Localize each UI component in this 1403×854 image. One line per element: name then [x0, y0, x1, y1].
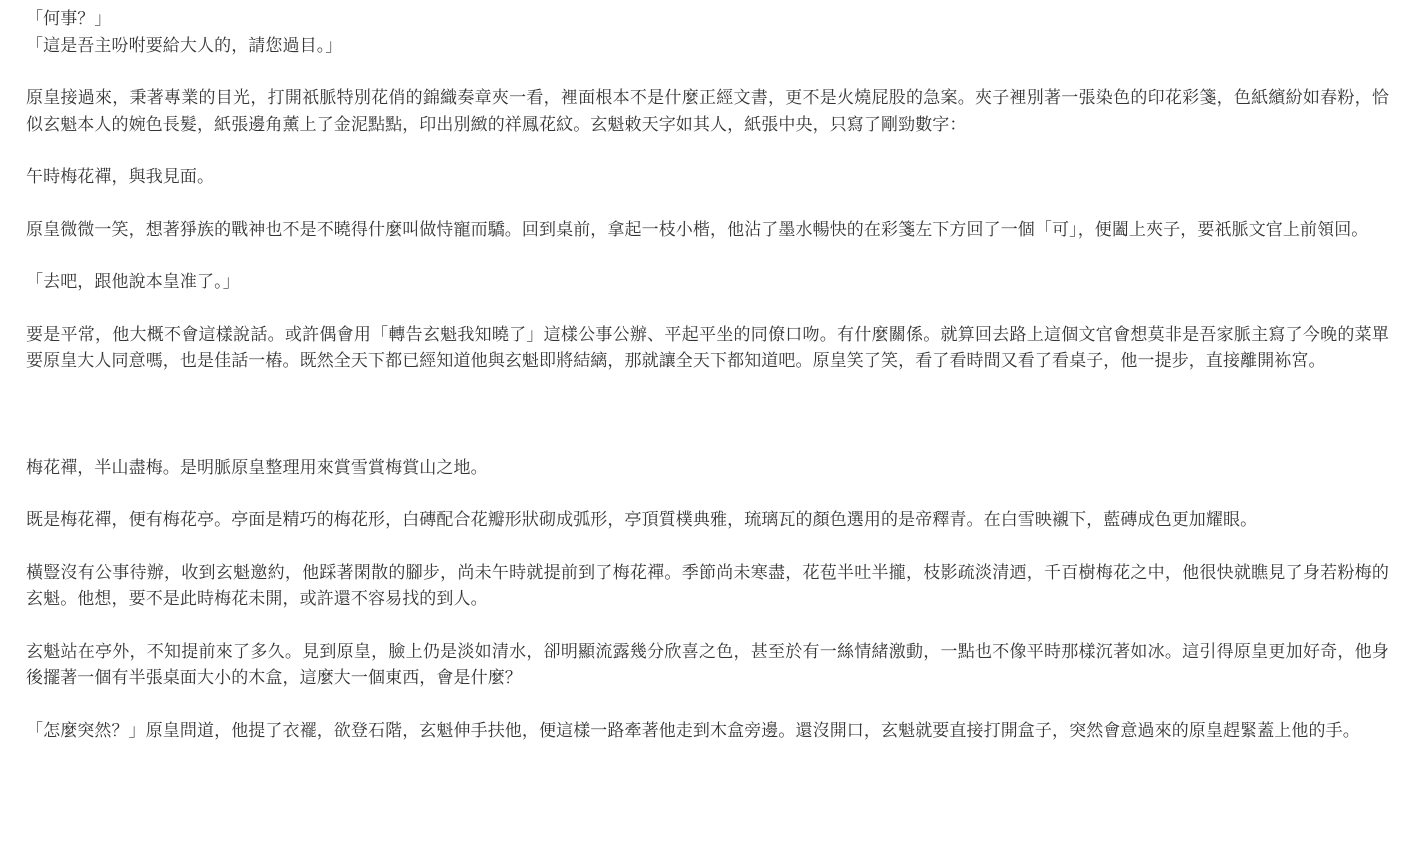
paragraph-gap — [26, 692, 1389, 718]
section-break — [26, 375, 1389, 429]
paragraph-gap — [26, 613, 1389, 639]
paragraph-gap — [26, 481, 1389, 507]
paragraph: 原皇接過來，秉著專業的目光，打開祇脈特別花俏的錦織奏章夾一看，裡面根本不是什麼正經文書，更不是火燒屁股的急案。夾子裡別著一張染色的印花彩箋，色紙繽紛如春粉，恰似玄魁本人的婉色長髮，紙張邊角薰上了金泥點點，印出別緻的祥鳳花紋。玄魁敕天字如其人，紙張中央，只寫了剛勁數字： — [26, 88, 1389, 135]
paragraph: 梅花禪，半山盡梅。是明脈原皇整理用來賞雪賞梅賞山之地。 — [26, 457, 488, 478]
paragraph: 橫豎沒有公事待辦，收到玄魁邀約，他踩著閑散的腳步，尚未午時就提前到了梅花禪。季節尚未寒盡，花苞半吐半攏，枝影疏淡清迺，千百樹梅花之中，他很快就瞧見了身若粉梅的玄魁。他想，要不是此時梅花未開，或許還不容易找的到人。 — [26, 562, 1389, 609]
paragraph: 午時梅花禪，與我見面。 — [26, 167, 215, 187]
paragraph-gap — [26, 534, 1389, 560]
paragraph: 原皇微微一笑，想著猙族的戰神也不是不曉得什麼叫做恃寵而驕。回到桌前，拿起一枝小楷，他沾了墨水暢快的在彩箋左下方回了一個「可」，便闔上夾子，要祇脈文官上前領回。 — [26, 219, 1369, 240]
dialogue-line: 「何事？」 — [26, 9, 112, 29]
paragraph-gap — [26, 191, 1389, 217]
paragraph-gap — [26, 429, 1389, 455]
paragraph-gap — [26, 296, 1389, 322]
paragraph-gap — [26, 59, 1389, 85]
dialogue-line: 「去吧，跟他說本皇准了。」 — [26, 272, 240, 292]
paragraph: 玄魁站在亭外，不知提前來了多久。見到原皇，臉上仍是淡如清水，卻明顯流露幾分欣喜之色，甚至於有一絲情緒激動，一點也不像平時那樣沉著如冰。這引得原皇更加好奇，他身後擺著一個有半張桌面大小的木盒，這麼大一個東西，會是什麼？ — [26, 641, 1389, 688]
paragraph: 既是梅花禪，便有梅花亭。亭面是精巧的梅花形，白磚配合花瓣形狀砌成弧形，亭頂質樸典雅，琉璃瓦的顏色選用的是帝釋青。在白雪映襯下，藍磚成色更加耀眼。 — [26, 510, 1258, 530]
dialogue-line: 「這是吾主吩咐要給大人的，請您過目。」 — [26, 35, 343, 56]
paragraph-gap — [26, 138, 1389, 164]
paragraph: 要是平常，他大概不會這樣說話。或許偶會用「轉告玄魁我知曉了」這樣公事公辦、平起平坐的同僚口吻。有什麼關係。就算回去路上這個文官會想莫非是吾家脈主寫了今晚的菜單要原皇大人同意嗎，也是佳話一樁。既然全天下都已經知道他與玄魁即將結縭，那就讓全天下都知道吧。原皇笑了笑，看了看時間又看了看桌子，他一提步，直接離開袮宮。 — [26, 324, 1389, 371]
paragraph: 「怎麼突然？」原皇問道，他提了衣襬，欲登石階，玄魁伸手扶他，便這樣一路牽著他走到木盒旁邊。還沒開口，玄魁就要直接打開盒子，突然會意過來的原皇趕緊蓋上他的手。 — [26, 720, 1360, 741]
paragraph-gap — [26, 243, 1389, 269]
